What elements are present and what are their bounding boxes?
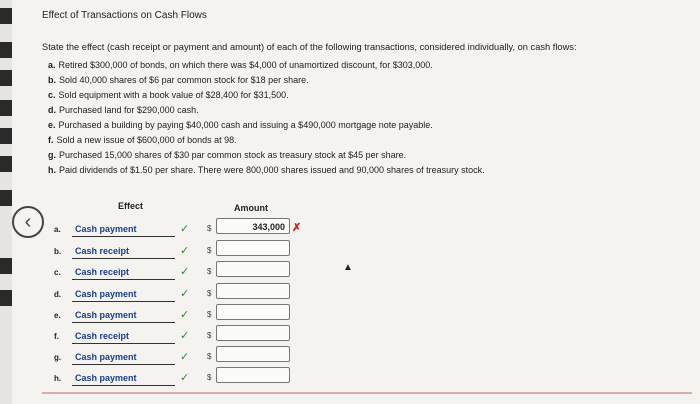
check-icon: ✓ <box>180 351 190 363</box>
list-item: d. Purchased land for $290,000 cash. <box>48 105 199 115</box>
table-row: g. Cash payment ✓ $ <box>0 350 700 368</box>
effect-column-header: Effect <box>118 201 144 211</box>
list-item: f. Sold a new issue of $600,000 of bonds at 98. <box>48 135 237 145</box>
table-row: h. Cash payment ✓ $ <box>0 371 700 389</box>
amount-input[interactable] <box>216 240 290 256</box>
check-icon: ✓ <box>180 245 190 257</box>
amount-input[interactable]: 343,000 <box>216 218 290 234</box>
currency-symbol: $ <box>207 331 212 340</box>
check-icon: ✓ <box>180 288 190 300</box>
amount-input[interactable] <box>216 304 290 320</box>
page-title: Effect of Transactions on Cash Flows <box>42 10 207 21</box>
currency-symbol: $ <box>207 289 212 298</box>
currency-symbol: $ <box>207 310 212 319</box>
check-icon: ✓ <box>180 330 190 342</box>
list-item: b. Sold 40,000 shares of $6 par common stock for $18 per share. <box>48 75 309 85</box>
table-row: f. Cash receipt ✓ $ <box>0 329 700 347</box>
currency-symbol: $ <box>207 267 212 276</box>
check-icon: ✓ <box>180 223 190 235</box>
effect-dropdown[interactable]: Cash payment <box>72 371 175 386</box>
list-item: e. Purchased a building by paying $40,000 cash and issuing a $490,000 mortgage note payable. <box>48 120 433 130</box>
amount-column-header: Amount <box>234 203 268 213</box>
mouse-cursor-icon: ▲ <box>343 262 353 273</box>
list-item: c. Sold equipment with a book value of $28,400 for $31,500. <box>48 90 289 100</box>
effect-dropdown[interactable]: Cash receipt <box>72 244 175 259</box>
amount-input[interactable] <box>216 346 290 362</box>
table-row: c. Cash receipt ✓ $ <box>0 265 700 283</box>
table-row: d. Cash payment ✓ $ <box>0 287 700 305</box>
instructions: State the effect (cash receipt or payment and amount) of each of the following transactions, considered individually, on cash flows: <box>42 42 577 52</box>
list-item: h. Paid dividends of $1.50 per share. There were 800,000 shares issued and 90,000 shares of treasury stock. <box>48 165 485 175</box>
effect-dropdown[interactable]: Cash payment <box>72 287 175 302</box>
effect-dropdown[interactable]: Cash payment <box>72 308 175 323</box>
effect-dropdown[interactable]: Cash receipt <box>72 265 175 280</box>
currency-symbol: $ <box>207 224 212 233</box>
check-icon: ✓ <box>180 309 190 321</box>
amount-input[interactable] <box>216 367 290 383</box>
transaction-list <box>48 58 485 178</box>
effect-dropdown[interactable]: Cash payment <box>72 222 175 237</box>
list-item: a. Retired $300,000 of bonds, on which there was $4,000 of unamortized discount, for $303,000. <box>48 60 433 70</box>
currency-symbol: $ <box>207 352 212 361</box>
effect-dropdown[interactable]: Cash payment <box>72 350 175 365</box>
currency-symbol: $ <box>207 246 212 255</box>
chevron-left-icon: ‹ <box>24 211 32 233</box>
amount-input[interactable] <box>216 283 290 299</box>
divider <box>42 392 692 394</box>
effect-dropdown[interactable]: Cash receipt <box>72 329 175 344</box>
x-mark-icon: ✗ <box>292 222 302 234</box>
currency-symbol: $ <box>207 373 212 382</box>
check-icon: ✓ <box>180 372 190 384</box>
list-item: g. Purchased 15,000 shares of $30 par common stock as treasury stock at $45 per share. <box>48 150 407 160</box>
amount-input[interactable] <box>216 325 290 341</box>
table-row: a. Cash payment ✓ $ 343,000 ✗ <box>0 222 700 240</box>
check-icon: ✓ <box>180 266 190 278</box>
table-row: b. Cash receipt ✓ $ <box>0 244 700 262</box>
table-row: e. Cash payment ✓ $ <box>0 308 700 326</box>
amount-input[interactable] <box>216 261 290 277</box>
